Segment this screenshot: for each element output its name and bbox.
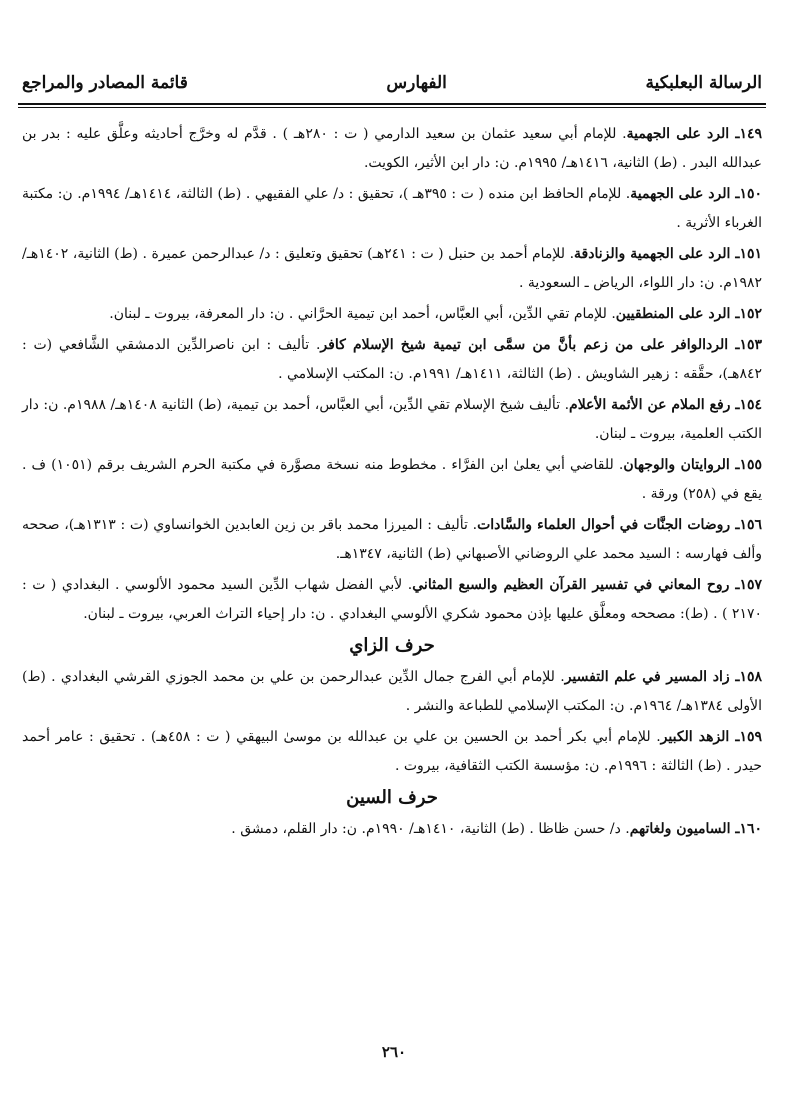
- page-number: ٢٦٠: [381, 1043, 407, 1061]
- entry-text: . للإمام أحمد بن حنبل ( ت : ٢٤١هـ) تحقيق وتعليق : د/ عبدالرحمن عميرة . (ط) الثانية، ١٤٠٢هـ/ ١٩٨٢م. ن: دار اللواء، الرياض ـ السعودية .: [22, 246, 762, 291]
- entry-text: . تأليف : الميرزا محمد باقر بن زين العابدين الخوانساوي (ت : ١٣١٣هـ)، صححه وألف فهارسه : السيد محمد علي الروضاني الأصبهاني (ط) الثانية، ١٣٤٧هـ.: [22, 517, 762, 562]
- running-header: [22, 66, 762, 100]
- entry-title: ١٦٠ـ الساميون ولغاتهم: [629, 821, 762, 837]
- entry-text: . د/ حسن ظاظا . (ط) الثانية، ١٤١٠هـ/ ١٩٩٠م. ن: دار القلم، دمشق .: [231, 821, 630, 837]
- entry-title: ١٥٠ـ الرد على الجهمية: [630, 186, 762, 202]
- entry-text: . للإمام أبي بكر أحمد بن الحسين بن علي بن عبدالله بن موسىٰ البيهقي ( ت : ٤٥٨هـ) . تحقيق : عامر أحمد حيدر . (ط) الثالثة : ١٩٩٦م. ن: مؤسسة الكتب الثقافية، بيروت .: [22, 729, 762, 774]
- entry-title: ١٥٨ـ زاد المسير في علم التفسير: [564, 669, 762, 685]
- entry-text: . تأليف شيخ الإسلام تقي الدِّين، أبي العبَّاس، أحمد بن تيمية، (ط) الثانية ١٤٠٨هـ/ ١٩٨٨م. ن: دار الكتب العلمية، بيروت ـ لبنان.: [22, 397, 762, 442]
- entry-text: . للإمام أبي الفرج جمال الدِّين عبدالرحمن بن علي بن محمد الجوزي القرشي البغدادي . (ط) الأولى ١٣٨٤هـ/ ١٩٦٤م. ن: المكتب الإسلامي للطباعة والنشر .: [22, 669, 762, 714]
- header-section: الفهارس: [386, 73, 447, 93]
- entry-text: . لأبي الفضل شهاب الدِّين السيد محمود الألوسي . البغدادي ( ت : ٢١٧٠ ) . (ط): مصححه ومعلَّق عليها بإذن محمود شكري الألوسي البغدادي . ن: دار إحياء التراث العربي، بيروت ـ لبنان.: [22, 577, 762, 622]
- entry-text: . تأليف : ابن ناصرالدِّين الدمشقي الشَّافعي (ت : ٨٤٢هـ)، حقَّقه : زهير الشاويش . (ط) الثالثة، ١٤١١هـ/ ١٩٩١م. ن: المكتب الإسلامي .: [22, 337, 762, 382]
- bibliography-entry: [22, 120, 762, 178]
- bibliography-entry: [22, 815, 762, 844]
- entry-title: ١٥٤ـ رفع الملام عن الأئمة الأعلام: [569, 397, 762, 413]
- bibliography-entry: [22, 240, 762, 298]
- entry-title: ١٥٣ـ الردالوافر على من زعم بأنَّ من سمَّى ابن تيمية شيخ الإسلام كافر: [320, 337, 762, 353]
- entry-text: . للإمام الحافظ ابن منده ( ت : ٣٩٥هـ )، تحقيق : د/ علي الفقيهي . (ط) الثالثة، ١٤١٤هـ/ ١٩٩٤م. ن: مكتبة الغرباء الأثرية .: [22, 186, 762, 231]
- bibliography-entry: [22, 331, 762, 389]
- bibliography-entry: [22, 391, 762, 449]
- bibliography-entry: [22, 511, 762, 569]
- section-heading-zay: حرف الزاي: [349, 635, 435, 656]
- entry-text: . للقاضي أبي يعلىٰ ابن الفرَّاء . مخطوط منه نسخة مصوَّرة في مكتبة الحرم الشريف برقم (١٠٥١) ف . يقع في (٢٥٨) ورقة .: [22, 457, 762, 502]
- bibliography-entry: [22, 300, 762, 329]
- entry-title: ١٥٩ـ الزهد الكبير: [660, 729, 763, 745]
- entry-title: ١٥٥ـ الروايتان والوجهان: [623, 457, 762, 473]
- header-book-title: الرسالة البعلبكية: [645, 73, 762, 93]
- entry-title: ١٤٩ـ الرد على الجهمية: [626, 126, 762, 142]
- header-rule-thick: [18, 103, 766, 105]
- bibliography-body: [22, 120, 762, 846]
- entry-text: . للإمام أبي سعيد عثمان بن سعيد الدارمي ( ت : ٢٨٠هـ ) . قدَّم له وخرَّج أحاديثه وعلَّق عليه : بدر بن عبدالله البدر . (ط) الثانية، ١٤١٦هـ/ ١٩٩٥م. ن: دار ابن الأثير، الكويت.: [22, 126, 762, 171]
- section-heading-seen: حرف السين: [346, 787, 438, 808]
- header-chapter: قائمة المصادر والمراجع: [22, 73, 188, 93]
- bibliography-entry: [22, 663, 762, 721]
- entry-title: ١٥٦ـ روضات الجنَّات في أحوال العلماء والسَّادات: [477, 517, 762, 533]
- header-rule-thin: [18, 107, 766, 108]
- bibliography-entry: [22, 571, 762, 629]
- entry-text: . للإمام تقي الدِّين، أبي العبَّاس، أحمد ابن تيمية الحرَّاني . ن: دار المعرفة، بيروت ـ لبنان.: [109, 306, 616, 322]
- entry-title: ١٥١ـ الرد على الجهمية والزنادقة: [574, 246, 763, 262]
- entry-title: ١٥٧ـ روح المعاني في تفسير القرآن العظيم والسبع المثاني: [412, 577, 763, 593]
- bibliography-entry: [22, 451, 762, 509]
- bibliography-entry: [22, 180, 762, 238]
- entry-title: ١٥٢ـ الرد على المنطقيين: [615, 306, 762, 322]
- bibliography-entry: [22, 723, 762, 781]
